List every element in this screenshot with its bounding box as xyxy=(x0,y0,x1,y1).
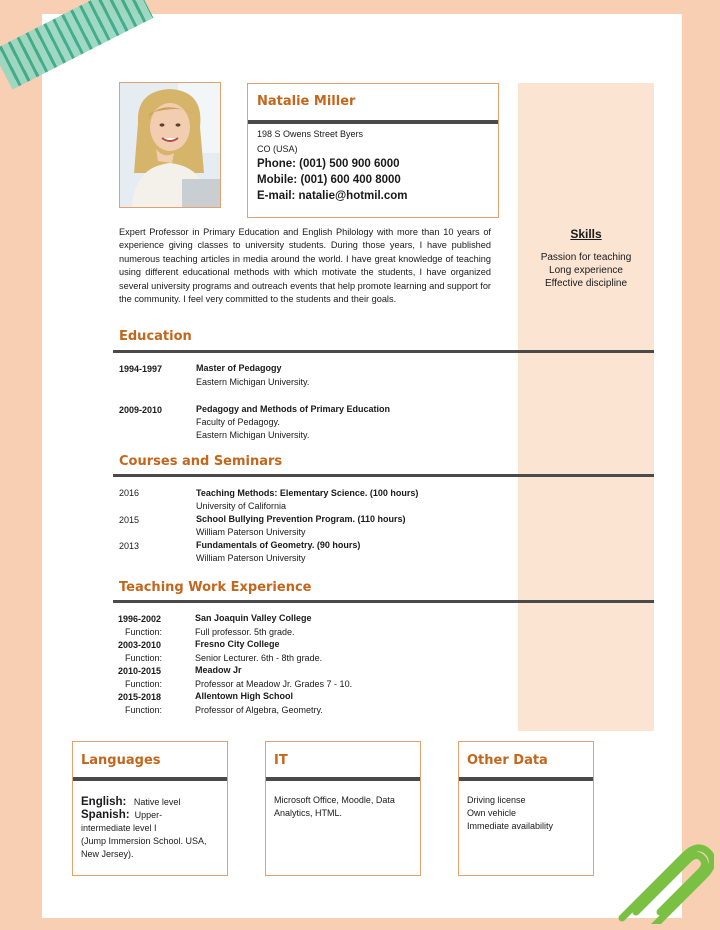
education-divider xyxy=(113,350,654,353)
header-divider xyxy=(248,120,498,124)
english-label: English: xyxy=(81,796,127,808)
education-degree: Pedagogy and Methods of Primary Education xyxy=(196,404,391,414)
course-year: 2016 xyxy=(119,488,140,498)
job-function-label: Function: xyxy=(125,627,163,637)
spanish-school-cont: New Jersey). xyxy=(81,849,134,859)
other-data-divider xyxy=(459,777,593,781)
course-institution: William Paterson University xyxy=(196,527,306,537)
education-title: Education xyxy=(119,329,192,344)
job-dates: 2003-2010 xyxy=(118,640,162,650)
course-title: School Bullying Prevention Program. (110 hours) xyxy=(196,514,406,524)
job-function-label: Function: xyxy=(125,679,163,689)
education-dates: 2009-2010 xyxy=(119,405,163,415)
phone-number: Phone: (001) 500 900 6000 xyxy=(257,158,400,170)
it-divider xyxy=(266,777,420,781)
course-title: Fundamentals of Geometry. (90 hours) xyxy=(196,540,361,550)
education-faculty: Faculty of Pedagogy. xyxy=(196,417,280,427)
job-dates: 1996-2002 xyxy=(118,614,162,624)
education-dates: 1994-1997 xyxy=(119,364,163,374)
languages-box xyxy=(72,741,228,876)
it-box xyxy=(265,741,421,876)
spanish-label: Spanish: xyxy=(81,809,130,821)
spanish-school: (Jump Immersion School. USA, xyxy=(81,836,207,846)
skills-list xyxy=(518,251,654,290)
other-data-line: Driving license xyxy=(467,795,526,805)
spanish-level-cont: intermediate level I xyxy=(81,823,157,833)
job-function-label: Function: xyxy=(125,653,163,663)
job-function: Professor at Meadow Jr. Grades 7 - 10. xyxy=(195,679,353,689)
experience-title: Teaching Work Experience xyxy=(119,580,312,595)
skill-item: Long experience xyxy=(549,265,623,276)
candidate-name: Natalie Miller xyxy=(257,94,356,109)
other-data-line: Immediate availability xyxy=(467,821,554,831)
it-title: IT xyxy=(274,753,288,768)
skills-title: Skills xyxy=(570,227,602,241)
course-year: 2015 xyxy=(119,515,140,525)
skills-sidebar xyxy=(518,83,654,731)
it-line: Microsoft Office, Moodle, Data xyxy=(274,795,395,805)
languages-content xyxy=(81,796,207,861)
paperclip-icon xyxy=(614,828,714,924)
job-function-label: Function: xyxy=(125,705,163,715)
courses-divider xyxy=(113,474,654,477)
spanish-level: Upper- xyxy=(134,810,163,820)
contact-card xyxy=(247,83,499,218)
address-line-2: CO (USA) xyxy=(257,144,298,154)
job-function: Professor of Algebra, Geometry. xyxy=(195,705,323,715)
profile-summary: Expert Professor in Primary Education and English Philology with more than 10 years of experience giving classes to university students. During those years, I have published numerous teaching articles in media around the world. I have great knowledge of teaching using different educational methods with which motivate the students, I have organized several university programs and outreach events that help promote learning and support for the community. I feel very committed to the students and their goals. xyxy=(119,227,491,305)
profile-photo xyxy=(119,82,221,208)
skill-item: Passion for teaching xyxy=(540,252,632,263)
other-data-box xyxy=(458,741,594,876)
job-dates: 2015-2018 xyxy=(118,692,162,702)
education-degree: Master of Pedagogy xyxy=(196,363,282,373)
skill-item: Effective discipline xyxy=(544,278,628,289)
education-institution: Eastern Michigan University. xyxy=(196,430,310,440)
courses-title: Courses and Seminars xyxy=(119,454,283,469)
course-institution: University of California xyxy=(196,501,287,511)
job-employer: Fresno City College xyxy=(195,639,280,649)
english-level: Native level xyxy=(133,797,181,807)
other-data-line: Own vehicle xyxy=(467,808,517,818)
job-employer: San Joaquin Valley College xyxy=(195,613,312,623)
course-institution: William Paterson University xyxy=(196,553,306,563)
experience-divider xyxy=(113,600,654,603)
course-year: 2013 xyxy=(119,541,140,551)
languages-divider xyxy=(73,777,227,781)
email-address: E-mail: natalie@hotmil.com xyxy=(257,190,408,202)
it-content xyxy=(274,794,395,820)
course-title: Teaching Methods: Elementary Science. (100 hours) xyxy=(196,488,419,498)
job-function: Full professor. 5th grade. xyxy=(195,627,295,637)
mobile-number: Mobile: (001) 600 400 8000 xyxy=(257,174,401,186)
other-data-content xyxy=(467,794,553,833)
job-employer: Meadow Jr xyxy=(195,665,242,675)
job-employer: Allentown High School xyxy=(195,691,293,701)
other-data-title: Other Data xyxy=(467,753,548,768)
education-institution: Eastern Michigan University. xyxy=(196,377,310,387)
address-line-1: 198 S Owens Street Byers xyxy=(257,129,364,139)
job-dates: 2010-2015 xyxy=(118,666,162,676)
job-function: Senior Lecturer. 6th - 8th grade. xyxy=(195,653,323,663)
it-line: Analytics, HTML. xyxy=(274,808,343,818)
languages-title: Languages xyxy=(81,753,161,768)
